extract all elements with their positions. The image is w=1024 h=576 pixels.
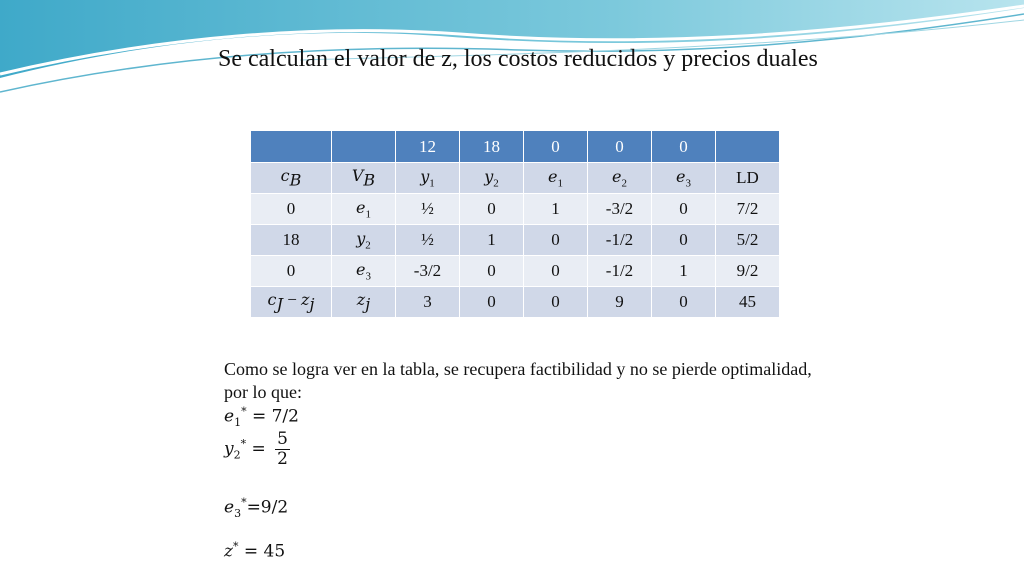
fraction [275, 430, 290, 469]
table-cell [332, 194, 396, 225]
table-cell [588, 163, 652, 194]
table-header-cell [332, 131, 396, 163]
table-cell: 0 [652, 194, 716, 225]
var-symbol: e [548, 166, 558, 186]
table-cell: 0 [524, 287, 588, 318]
var-subscript: 2 [493, 177, 499, 190]
equation-e1 [224, 405, 299, 429]
table-row [251, 194, 780, 225]
table-subheader-row [251, 163, 780, 194]
var-subscript: B [363, 170, 376, 190]
simplex-table [250, 130, 780, 318]
table-cell: 0 [460, 287, 524, 318]
table-cell: 9/2 [716, 256, 780, 287]
equation-value: =9/2 [246, 497, 289, 518]
table-cell: 0 [251, 256, 332, 287]
var-symbol: e [356, 259, 366, 279]
table-cell [396, 163, 460, 194]
var-subscript: 3 [365, 270, 371, 283]
table-cell: 0 [251, 194, 332, 225]
table-cell: 3 [396, 287, 460, 318]
equation-z [224, 540, 285, 562]
table-header-cell: 0 [524, 131, 588, 163]
var-subscript: 3 [685, 177, 691, 190]
var-subscript: 3 [234, 507, 242, 521]
equation-value: = 7/2 [246, 406, 299, 427]
table-cell [332, 287, 396, 318]
table-cell [251, 287, 332, 318]
table-cell: LD [716, 163, 780, 194]
table-header-cell [716, 131, 780, 163]
var-symbol: e [224, 497, 235, 518]
table-header-cell: 12 [396, 131, 460, 163]
var-subscript: 2 [621, 177, 627, 190]
fraction-denominator: 2 [277, 449, 288, 469]
table-header-cell: 0 [652, 131, 716, 163]
table-cell [460, 163, 524, 194]
table-cell: 0 [524, 225, 588, 256]
var-symbol: c [280, 166, 290, 186]
var-subscript: 1 [557, 177, 563, 190]
var-subscript: 2 [365, 239, 371, 252]
equation-y2 [224, 430, 290, 469]
table-header-row [251, 131, 780, 163]
table-row [251, 256, 780, 287]
table-cell [332, 225, 396, 256]
var-subscript: 1 [234, 416, 242, 430]
conclusion-text: Como se logra ver en la tabla, se recupera factibilidad y no se pierde optimalidad, por lo que: [224, 359, 812, 402]
table-cell: -3/2 [588, 194, 652, 225]
equation-value: = 45 [238, 541, 286, 562]
var-symbol: y [356, 228, 366, 248]
var-superscript: * [240, 437, 247, 451]
table-cell: 45 [716, 287, 780, 318]
var-symbol: z [301, 290, 310, 310]
table-cell [332, 256, 396, 287]
table-header-cell: 18 [460, 131, 524, 163]
var-subscript: 1 [429, 177, 435, 190]
table-cell: 1 [652, 256, 716, 287]
table-header-cell: 0 [588, 131, 652, 163]
slide-title: Se calculan el valor de z, los costos reducidos y precios duales [218, 46, 818, 72]
table-cell: 7/2 [716, 194, 780, 225]
table-row [251, 225, 780, 256]
table-cell: ½ [396, 194, 460, 225]
table-cell [251, 163, 332, 194]
table-cell: 1 [460, 225, 524, 256]
table-cell: -1/2 [588, 256, 652, 287]
table-cell: 18 [251, 225, 332, 256]
table-cell: 0 [652, 225, 716, 256]
var-symbol: e [356, 197, 366, 217]
var-symbol: y [224, 439, 234, 459]
var-subscript: 1 [365, 208, 371, 221]
var-symbol: z [224, 541, 233, 562]
var-symbol: e [676, 166, 686, 186]
var-symbol: e [612, 166, 622, 186]
var-superscript: * [241, 496, 247, 509]
var-symbol: c [267, 290, 277, 310]
var-subscript: j [309, 294, 315, 314]
var-symbol: z [356, 290, 366, 310]
table-cell [524, 163, 588, 194]
table-cell: 0 [460, 256, 524, 287]
equation-e3 [224, 496, 288, 520]
var-subscript: J [276, 294, 283, 314]
var-symbol: y [420, 166, 430, 186]
var-symbol: V [351, 166, 364, 186]
var-symbol: y [484, 166, 494, 186]
table-header-cell [251, 131, 332, 163]
var-subscript: 2 [233, 448, 241, 462]
table-cell: 0 [524, 256, 588, 287]
table-cell: 5/2 [716, 225, 780, 256]
minus-sign: − [282, 290, 302, 310]
var-subscript: j [365, 294, 371, 314]
table-cell [652, 163, 716, 194]
table-cell: 9 [588, 287, 652, 318]
table-cell: ½ [396, 225, 460, 256]
var-subscript: B [289, 170, 302, 190]
table-cell: 0 [652, 287, 716, 318]
var-superscript: * [232, 540, 239, 553]
table-cell [332, 163, 396, 194]
fraction-numerator: 5 [277, 429, 288, 449]
table-cell: -1/2 [588, 225, 652, 256]
table-footer-row [251, 287, 780, 318]
equals-sign: = [246, 439, 266, 459]
table-cell: -3/2 [396, 256, 460, 287]
table-cell: 1 [524, 194, 588, 225]
var-symbol: e [224, 406, 235, 427]
table-cell: 0 [460, 194, 524, 225]
var-superscript: * [241, 405, 247, 418]
